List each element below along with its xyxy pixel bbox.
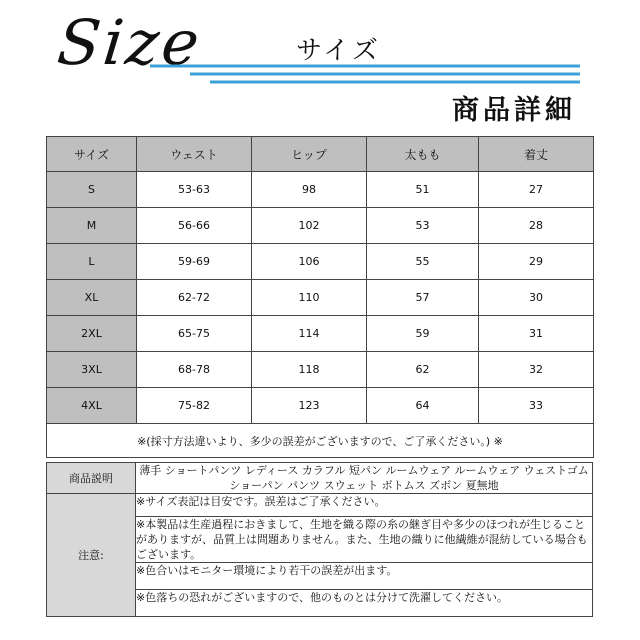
waist-cell: 62-72 bbox=[137, 280, 252, 316]
notice-item: ※色合いはモニター環境により若干の誤差が出ます。 bbox=[136, 563, 593, 590]
hip-cell: 114 bbox=[252, 316, 367, 352]
measurement-note-row bbox=[47, 424, 594, 458]
waist-cell: 75-82 bbox=[137, 388, 252, 424]
header bbox=[0, 0, 640, 130]
table-row bbox=[47, 208, 594, 244]
hip-cell: 118 bbox=[252, 352, 367, 388]
notice-row bbox=[47, 494, 593, 517]
column-header-waist: ウェスト bbox=[137, 137, 252, 172]
thigh-cell: 57 bbox=[367, 280, 479, 316]
length-cell: 29 bbox=[479, 244, 594, 280]
column-header-hip: ヒップ bbox=[252, 137, 367, 172]
thigh-cell: 55 bbox=[367, 244, 479, 280]
product-info-table bbox=[46, 462, 593, 617]
notice-label: 注意: bbox=[47, 494, 136, 617]
product-description-line-2: ショーパン パンツ スウェット ボトムス ズボン 夏無地 bbox=[229, 479, 499, 492]
subtitle-size: サイズ bbox=[296, 36, 381, 66]
length-cell: 27 bbox=[479, 172, 594, 208]
product-description-label: 商品説明 bbox=[47, 463, 136, 494]
table-row bbox=[47, 280, 594, 316]
size-cell: 4XL bbox=[47, 388, 137, 424]
product-description bbox=[136, 463, 593, 494]
hip-cell: 98 bbox=[252, 172, 367, 208]
waist-cell: 65-75 bbox=[137, 316, 252, 352]
thigh-cell: 51 bbox=[367, 172, 479, 208]
table-row bbox=[47, 352, 594, 388]
hip-cell: 123 bbox=[252, 388, 367, 424]
notice-item: ※本製品は生産過程におきまして、生地を織る際の糸の継ぎ目や多少のほつれが生じることがありますが、品質上は問題ありません。また、生地の織りに他繊維が混紡している場合もございます。 bbox=[136, 517, 593, 563]
size-cell: L bbox=[47, 244, 137, 280]
column-header-length: 着丈 bbox=[479, 137, 594, 172]
notice-item: ※色落ちの恐れがございますので、他のものとは分けて洗濯してください。 bbox=[136, 590, 593, 617]
waist-cell: 68-78 bbox=[137, 352, 252, 388]
size-table-header-row bbox=[47, 137, 594, 172]
size-cell: XL bbox=[47, 280, 137, 316]
length-cell: 32 bbox=[479, 352, 594, 388]
table-row bbox=[47, 244, 594, 280]
waist-cell: 53-63 bbox=[137, 172, 252, 208]
column-header-thigh: 太もも bbox=[367, 137, 479, 172]
thigh-cell: 53 bbox=[367, 208, 479, 244]
product-description-row bbox=[47, 463, 593, 494]
notice-item: ※サイズ表記は目安です。誤差はご了承ください。 bbox=[136, 494, 593, 517]
length-cell: 31 bbox=[479, 316, 594, 352]
size-chart-table bbox=[46, 136, 594, 458]
waist-cell: 59-69 bbox=[137, 244, 252, 280]
column-header-size: サイズ bbox=[47, 137, 137, 172]
thigh-cell: 59 bbox=[367, 316, 479, 352]
hip-cell: 106 bbox=[252, 244, 367, 280]
length-cell: 33 bbox=[479, 388, 594, 424]
length-cell: 30 bbox=[479, 280, 594, 316]
hip-cell: 110 bbox=[252, 280, 367, 316]
size-logo: Size bbox=[54, 6, 206, 79]
table-row bbox=[47, 316, 594, 352]
waist-cell: 56-66 bbox=[137, 208, 252, 244]
size-cell: 3XL bbox=[47, 352, 137, 388]
measurement-note: ※(採寸方法違いより、多少の誤差がございますので、ご了承ください。) ※ bbox=[47, 424, 594, 458]
product-detail-title: 商品詳細 bbox=[452, 95, 576, 126]
hip-cell: 102 bbox=[252, 208, 367, 244]
length-cell: 28 bbox=[479, 208, 594, 244]
size-cell: M bbox=[47, 208, 137, 244]
table-row bbox=[47, 172, 594, 208]
size-cell: S bbox=[47, 172, 137, 208]
thigh-cell: 62 bbox=[367, 352, 479, 388]
thigh-cell: 64 bbox=[367, 388, 479, 424]
size-cell: 2XL bbox=[47, 316, 137, 352]
product-description-line-1: 薄手 ショートパンツ レディース カラフル 短パン ルームウェア ルームウェア ウェストゴム bbox=[139, 464, 589, 477]
table-row bbox=[47, 388, 594, 424]
